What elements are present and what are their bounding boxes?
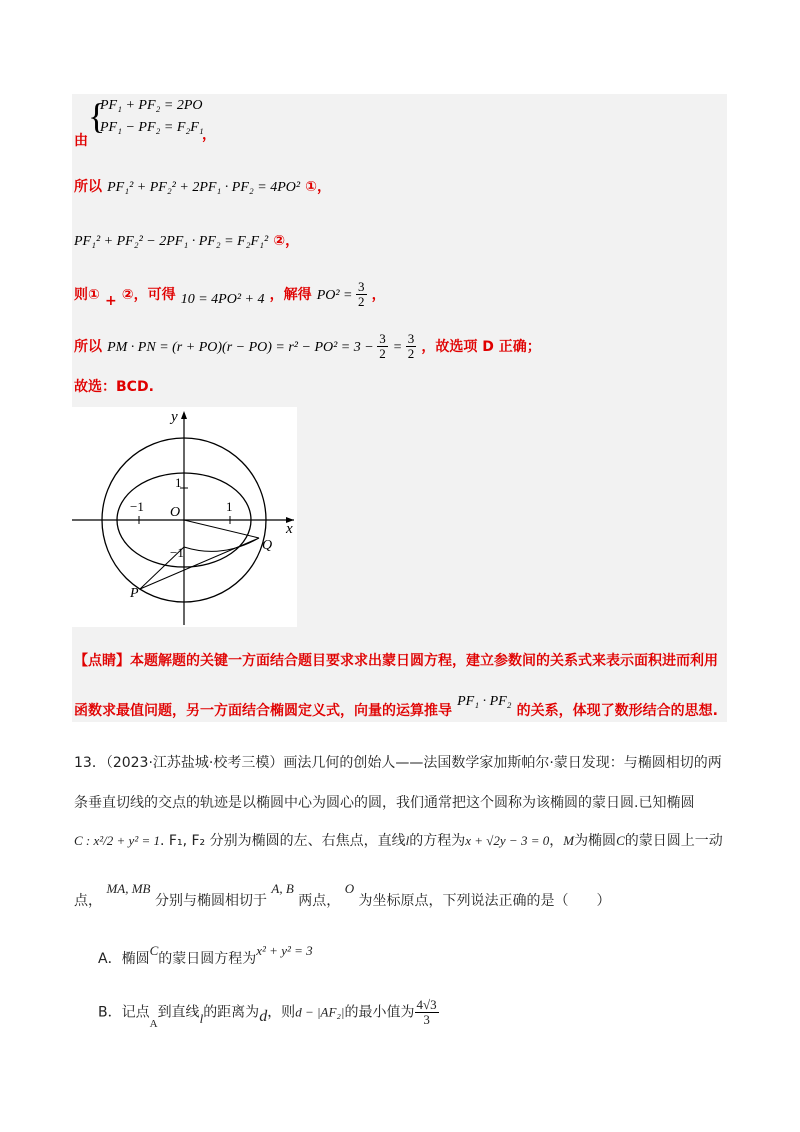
line4-b: ②，可得 <box>121 287 176 303</box>
tick-label-yneg1: −1 <box>170 545 184 560</box>
eq-bottom: PF₁ − PF₂ = F₂F₁ <box>100 120 204 135</box>
comment-text-1: 【点睛】本题解题的关键一方面结合题目要求求出蒙日圆方程，建立参数间的关系式来表示面积进而利用 <box>74 653 718 669</box>
comment-text-2b: 的关系，体现了数形结合的思想. <box>516 703 718 719</box>
circled-two: ②， <box>273 233 300 249</box>
question-line-4 <box>74 881 611 910</box>
optB-f: 的最小值为 <box>344 1004 415 1021</box>
optA-b: 的蒙日圆方程为 <box>158 951 257 967</box>
q3-l: l <box>405 833 410 848</box>
q3-c2: ， <box>549 833 564 849</box>
q4-b: 分别与椭圆相切于 <box>154 893 267 909</box>
optB-d: d <box>259 1007 268 1025</box>
origin-label: O <box>170 505 181 520</box>
optB-pt: A <box>149 1017 158 1030</box>
solution-line-2 <box>74 176 331 196</box>
eq-line5: PM · PN = (r + PO)(r − PO) = r² − PO² = 3 − <box>107 340 378 355</box>
segment-oq <box>184 520 259 538</box>
tick-label-xneg1: −1 <box>130 499 144 514</box>
left-brace: { <box>88 96 106 136</box>
comment-text-2a: 函数求最值问题，另一方面结合椭圆定义式，向量的运算推导 <box>74 703 452 719</box>
prefix-you: 由 <box>74 133 88 149</box>
circled-one: ①， <box>305 179 332 195</box>
line4-a: 则① <box>74 287 100 303</box>
question-line-3 <box>74 830 723 850</box>
comment-line-1 <box>74 650 718 670</box>
tick-label-x1: 1 <box>226 499 233 514</box>
optB-frac: $\frac{4√3}{3}$ <box>416 997 437 1027</box>
line4-plus: + <box>104 293 117 309</box>
optB-eq: d − |AF₂| <box>295 1004 345 1020</box>
option-b <box>98 997 439 1030</box>
comma: ， <box>202 127 216 143</box>
x-label: x <box>286 521 293 537</box>
final-answer: 故选：BCD. <box>74 379 154 395</box>
q4-mamb: MA, MB <box>106 881 151 896</box>
frac-3-2: $\frac{3}{2}$ <box>358 279 365 309</box>
line4-d: ， <box>371 287 386 303</box>
comment-line-2 <box>74 694 718 720</box>
line4-c: ，解得 <box>269 287 312 303</box>
point-q-label: Q <box>262 538 273 553</box>
eq-top: PF₁ + PF₂ = 2PO <box>100 98 203 113</box>
q4-c: 两点， <box>298 893 341 909</box>
solution-line-3 <box>74 230 299 250</box>
question-line-1: 13．（2023·江苏盐城·校考三模）画法几何的创始人——法国数学家加斯帕尔·蒙日发现：与椭圆相切的两 <box>74 755 722 771</box>
line5-prefix: 所以 <box>74 339 102 355</box>
y-arrow <box>181 411 187 419</box>
eq-line4: 10 = 4PO² + 4 <box>180 292 265 307</box>
optB-b: 到直线 <box>157 1004 200 1021</box>
q3-cc: C <box>616 833 625 848</box>
line-eq: x + √2y − 3 = 0 <box>465 833 550 848</box>
optB-a: B．记点 <box>98 1004 150 1021</box>
optB-l: l <box>199 1010 204 1026</box>
prefix-suoyi: 所以 <box>74 179 102 195</box>
q4-o: O <box>344 881 355 896</box>
eq-line2: PF₁² + PF₂² + 2PF₁ · PF₂ = 4PO² <box>107 180 301 195</box>
optA-a: A．椭圆 <box>98 951 150 967</box>
solution-line-5 <box>74 332 541 361</box>
q3-a: . F₁, F₂ 分别为椭圆的左、右焦点，直线 <box>160 833 406 849</box>
ellipse-eq: C : x²/2 + y² = 1 <box>74 833 160 848</box>
option-a <box>98 943 313 968</box>
eq-mid: = <box>392 340 406 355</box>
q4-d: 为坐标原点，下列说法正确的是（ ） <box>358 893 611 909</box>
q3-b: 的方程为 <box>409 833 466 849</box>
optB-c: 的距离为 <box>203 1004 260 1021</box>
q3-d: 为椭圆 <box>574 833 617 849</box>
ellipse-graph <box>72 407 297 627</box>
tick-label-y1: 1 <box>175 475 182 490</box>
y-label: y <box>171 409 178 425</box>
q3-m: M <box>563 833 575 848</box>
line5-suffix: ，故选项 D 正确； <box>421 339 541 355</box>
q4-a: 点， <box>74 893 102 909</box>
q4-ab: A, B <box>271 881 294 896</box>
question-line-2: 条垂直切线的交点的轨迹是以椭圆中心为圆心的圆，我们通常把这个圆称为该椭圆的蒙日圆.已知椭圆 <box>74 795 695 811</box>
optB-e: ，则 <box>267 1004 296 1021</box>
q3-e: 的蒙日圆上一动 <box>624 833 723 849</box>
solution-line-6 <box>74 376 154 396</box>
graph-svg <box>72 407 297 627</box>
point-p-label: P <box>130 586 139 601</box>
frac-a: $\frac{3}{2}$ <box>379 331 386 361</box>
comment-math: PF₁ · PF₂ <box>457 694 512 709</box>
solution-line-1 <box>74 96 216 149</box>
optA-c: C <box>149 943 159 958</box>
frac-b: $\frac{3}{2}$ <box>407 331 415 361</box>
eq-line3: PF₁² + PF₂² − 2PF₁ · PF₂ = F₂F₁² <box>74 234 269 249</box>
optA-eq: x² + y² = 3 <box>256 943 313 958</box>
solution-line-4 <box>74 280 386 309</box>
eq-line4-2: PO² = <box>316 288 356 303</box>
tangent-curve <box>184 538 259 551</box>
